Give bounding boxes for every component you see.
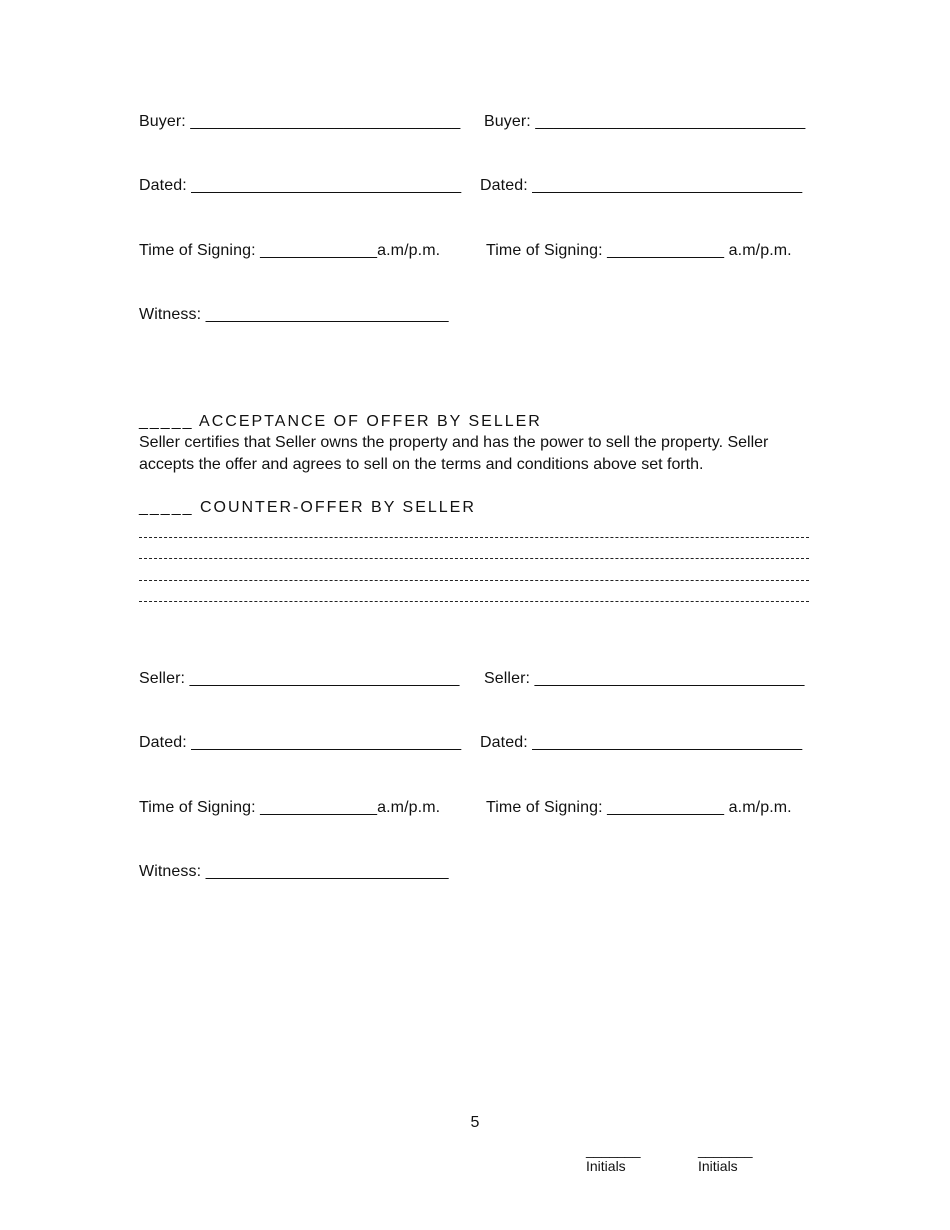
seller-time-of-signing-right[interactable]: Time of Signing: _____________ a.m/p.m. (486, 799, 792, 816)
acceptance-heading: _____ ACCEPTANCE OF OFFER BY SELLER (139, 413, 542, 430)
seller-signature-line-right[interactable]: Seller: ______________________________ (484, 670, 805, 687)
initials-left[interactable] (586, 1142, 641, 1174)
initials-right-line[interactable]: _______ (698, 1142, 753, 1158)
counter-offer-line-1[interactable] (139, 537, 809, 539)
initials-right-label: Initials (698, 1158, 738, 1174)
counter-offer-heading: _____ COUNTER-OFFER BY SELLER (139, 499, 476, 516)
seller-dated-line-left[interactable]: Dated: ______________________________ (139, 734, 462, 751)
buyer-time-of-signing-left[interactable]: Time of Signing: _____________a.m/p.m. (139, 242, 441, 259)
buyer-witness-line[interactable]: Witness: ___________________________ (139, 306, 449, 323)
buyer-dated-line-left[interactable]: Dated: ______________________________ (139, 177, 462, 194)
seller-witness-line[interactable]: Witness: ___________________________ (139, 863, 449, 880)
buyer-dated-line-right[interactable]: Dated: ______________________________ (480, 177, 803, 194)
initials-right[interactable] (698, 1142, 753, 1174)
seller-time-of-signing-left[interactable]: Time of Signing: _____________a.m/p.m. (139, 799, 441, 816)
counter-offer-line-2[interactable] (139, 558, 809, 560)
seller-signature-line-left[interactable]: Seller: ______________________________ (139, 670, 460, 687)
counter-offer-line-4[interactable] (139, 601, 809, 603)
initials-left-label: Initials (586, 1158, 626, 1174)
initials-left-line[interactable]: _______ (586, 1142, 641, 1158)
acceptance-text: Seller certifies that Seller owns the property and has the power to sell the property. Seller accepts the offer and agrees to sell on the terms and conditions above set forth. (139, 434, 769, 473)
seller-dated-line-right[interactable]: Dated: ______________________________ (480, 734, 803, 751)
counter-offer-line-3[interactable] (139, 580, 809, 582)
buyer-signature-line-left[interactable]: Buyer: ______________________________ (139, 113, 461, 130)
buyer-time-of-signing-right[interactable]: Time of Signing: _____________ a.m/p.m. (486, 242, 792, 259)
buyer-signature-line-right[interactable]: Buyer: ______________________________ (484, 113, 806, 130)
page-number: 5 (470, 1114, 480, 1131)
